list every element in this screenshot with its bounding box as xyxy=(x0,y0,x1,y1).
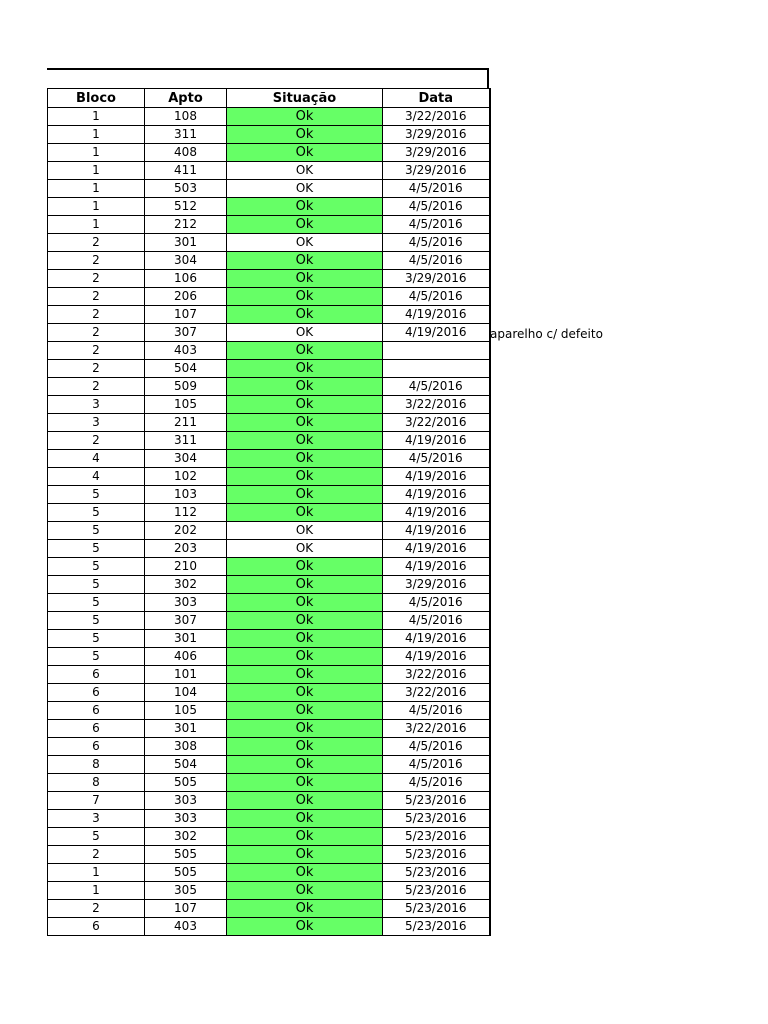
cell-data[interactable]: 3/29/2016 xyxy=(383,270,490,288)
cell-situacao[interactable]: OK xyxy=(227,162,383,180)
cell-apto[interactable]: 112 xyxy=(145,504,227,522)
cell-apto[interactable]: 408 xyxy=(145,144,227,162)
cell-data[interactable]: 5/23/2016 xyxy=(383,810,490,828)
cell-data[interactable]: 4/5/2016 xyxy=(383,288,490,306)
table-row xyxy=(48,540,490,558)
cell-apto[interactable]: 108 xyxy=(145,108,227,126)
cell-apto[interactable]: 305 xyxy=(145,882,227,900)
header-apto[interactable]: Apto xyxy=(145,89,227,108)
table-row xyxy=(48,684,490,702)
cell-bloco[interactable]: 5 xyxy=(48,504,145,522)
cell-data[interactable]: 3/29/2016 xyxy=(383,162,490,180)
cell-data[interactable]: 4/19/2016 xyxy=(383,468,490,486)
cell-data[interactable]: 3/22/2016 xyxy=(383,666,490,684)
cell-bloco[interactable]: 5 xyxy=(48,558,145,576)
cell-data[interactable]: 5/23/2016 xyxy=(383,864,490,882)
table-row xyxy=(48,162,490,180)
table-row xyxy=(48,306,490,324)
cell-apto[interactable]: 105 xyxy=(145,702,227,720)
table-row xyxy=(48,396,490,414)
cell-data[interactable]: 5/23/2016 xyxy=(383,918,490,936)
cell-apto[interactable]: 104 xyxy=(145,684,227,702)
cell-data[interactable]: 5/23/2016 xyxy=(383,882,490,900)
cell-situacao[interactable]: Ok xyxy=(227,558,383,576)
cell-apto[interactable]: 107 xyxy=(145,306,227,324)
cell-bloco[interactable]: 1 xyxy=(48,216,145,234)
cell-data[interactable]: 4/19/2016 xyxy=(383,486,490,504)
table-row xyxy=(48,144,490,162)
cell-situacao[interactable]: Ok xyxy=(227,144,383,162)
header-data[interactable]: Data xyxy=(383,89,490,108)
cell-situacao[interactable]: Ok xyxy=(227,468,383,486)
table-row xyxy=(48,882,490,900)
cell-situacao[interactable]: Ok xyxy=(227,216,383,234)
cell-data[interactable]: 4/19/2016 xyxy=(383,324,490,342)
cell-situacao[interactable]: Ok xyxy=(227,486,383,504)
cell-apto[interactable]: 302 xyxy=(145,576,227,594)
cell-situacao[interactable]: Ok xyxy=(227,756,383,774)
cell-situacao[interactable]: Ok xyxy=(227,360,383,378)
cell-data[interactable]: 4/5/2016 xyxy=(383,594,490,612)
table-row xyxy=(48,522,490,540)
table-row xyxy=(48,288,490,306)
cell-situacao[interactable]: Ok xyxy=(227,306,383,324)
cell-apto[interactable]: 301 xyxy=(145,720,227,738)
cell-data[interactable]: 3/22/2016 xyxy=(383,684,490,702)
cell-bloco[interactable]: 4 xyxy=(48,468,145,486)
cell-situacao[interactable]: Ok xyxy=(227,648,383,666)
cell-data[interactable]: 3/22/2016 xyxy=(383,396,490,414)
header-situacao[interactable]: Situação xyxy=(227,89,383,108)
cell-apto[interactable]: 202 xyxy=(145,522,227,540)
table-row xyxy=(48,270,490,288)
cell-situacao[interactable]: Ok xyxy=(227,738,383,756)
cell-apto[interactable]: 212 xyxy=(145,216,227,234)
cell-bloco[interactable]: 2 xyxy=(48,378,145,396)
header-row xyxy=(48,89,490,108)
cell-bloco[interactable]: 1 xyxy=(48,162,145,180)
table-row xyxy=(48,234,490,252)
cell-bloco[interactable]: 4 xyxy=(48,450,145,468)
cell-bloco[interactable]: 2 xyxy=(48,324,145,342)
cell-bloco[interactable]: 5 xyxy=(48,576,145,594)
cell-bloco[interactable]: 2 xyxy=(48,306,145,324)
cell-situacao[interactable]: Ok xyxy=(227,198,383,216)
cell-data[interactable]: 4/5/2016 xyxy=(383,738,490,756)
cell-bloco[interactable]: 5 xyxy=(48,630,145,648)
cell-situacao[interactable]: Ok xyxy=(227,792,383,810)
cell-data[interactable]: 4/5/2016 xyxy=(383,612,490,630)
cell-apto[interactable]: 403 xyxy=(145,342,227,360)
table-row xyxy=(48,468,490,486)
cell-situacao[interactable]: Ok xyxy=(227,576,383,594)
cell-data[interactable]: 4/19/2016 xyxy=(383,306,490,324)
cell-apto[interactable]: 302 xyxy=(145,828,227,846)
table-row xyxy=(48,504,490,522)
cell-data[interactable]: 4/5/2016 xyxy=(383,180,490,198)
cell-apto[interactable]: 512 xyxy=(145,198,227,216)
cell-data[interactable]: 4/5/2016 xyxy=(383,702,490,720)
cell-apto[interactable]: 101 xyxy=(145,666,227,684)
cell-situacao[interactable]: Ok xyxy=(227,918,383,936)
cell-bloco[interactable]: 5 xyxy=(48,828,145,846)
cell-apto[interactable]: 303 xyxy=(145,594,227,612)
cell-apto[interactable]: 307 xyxy=(145,612,227,630)
cell-situacao[interactable]: Ok xyxy=(227,702,383,720)
table-row xyxy=(48,666,490,684)
cell-bloco[interactable]: 5 xyxy=(48,486,145,504)
cell-apto[interactable]: 311 xyxy=(145,432,227,450)
cell-bloco[interactable]: 3 xyxy=(48,396,145,414)
cell-apto[interactable]: 308 xyxy=(145,738,227,756)
table-row xyxy=(48,450,490,468)
cell-apto[interactable]: 505 xyxy=(145,846,227,864)
cell-situacao[interactable]: Ok xyxy=(227,828,383,846)
cell-data[interactable]: 5/23/2016 xyxy=(383,828,490,846)
cell-bloco[interactable]: 1 xyxy=(48,198,145,216)
cell-apto[interactable]: 303 xyxy=(145,810,227,828)
cell-apto[interactable]: 505 xyxy=(145,774,227,792)
cell-situacao[interactable]: Ok xyxy=(227,504,383,522)
cell-data[interactable]: 3/29/2016 xyxy=(383,144,490,162)
top-border-line xyxy=(47,68,489,70)
cell-data[interactable]: 4/19/2016 xyxy=(383,432,490,450)
table-row xyxy=(48,558,490,576)
cell-bloco[interactable]: 3 xyxy=(48,810,145,828)
cell-bloco[interactable]: 5 xyxy=(48,540,145,558)
table-row xyxy=(48,576,490,594)
cell-bloco[interactable]: 2 xyxy=(48,270,145,288)
cell-situacao[interactable]: OK xyxy=(227,522,383,540)
cell-data[interactable]: 3/29/2016 xyxy=(383,126,490,144)
table-row xyxy=(48,900,490,918)
cell-data[interactable]: 4/5/2016 xyxy=(383,756,490,774)
cell-situacao[interactable]: Ok xyxy=(227,432,383,450)
cell-situacao[interactable]: OK xyxy=(227,180,383,198)
cell-apto[interactable]: 304 xyxy=(145,252,227,270)
cell-bloco[interactable]: 8 xyxy=(48,756,145,774)
cell-situacao[interactable]: Ok xyxy=(227,612,383,630)
cell-bloco[interactable]: 5 xyxy=(48,594,145,612)
table-row xyxy=(48,432,490,450)
table-row xyxy=(48,594,490,612)
cell-situacao[interactable]: Ok xyxy=(227,594,383,612)
cell-situacao[interactable]: OK xyxy=(227,324,383,342)
cell-data[interactable] xyxy=(383,342,490,360)
cell-bloco[interactable]: 8 xyxy=(48,774,145,792)
cell-apto[interactable]: 411 xyxy=(145,162,227,180)
cell-apto[interactable]: 103 xyxy=(145,486,227,504)
cell-apto[interactable]: 301 xyxy=(145,234,227,252)
cell-data[interactable]: 4/5/2016 xyxy=(383,252,490,270)
cell-bloco[interactable]: 2 xyxy=(48,432,145,450)
cell-data[interactable]: 4/5/2016 xyxy=(383,450,490,468)
cell-apto[interactable]: 107 xyxy=(145,900,227,918)
table-row xyxy=(48,774,490,792)
right-border-line xyxy=(487,68,489,89)
table-row xyxy=(48,108,490,126)
table-row xyxy=(48,648,490,666)
cell-situacao[interactable]: Ok xyxy=(227,378,383,396)
cell-situacao[interactable]: OK xyxy=(227,234,383,252)
cell-situacao[interactable]: Ok xyxy=(227,450,383,468)
cell-bloco[interactable]: 1 xyxy=(48,144,145,162)
cell-bloco[interactable]: 5 xyxy=(48,522,145,540)
cell-situacao[interactable]: Ok xyxy=(227,684,383,702)
cell-data[interactable]: 4/19/2016 xyxy=(383,504,490,522)
header-bloco[interactable]: Bloco xyxy=(48,89,145,108)
table-row xyxy=(48,612,490,630)
cell-situacao[interactable]: OK xyxy=(227,540,383,558)
cell-apto[interactable]: 304 xyxy=(145,450,227,468)
cell-apto[interactable]: 311 xyxy=(145,126,227,144)
cell-situacao[interactable]: Ok xyxy=(227,666,383,684)
cell-bloco[interactable]: 1 xyxy=(48,180,145,198)
table-row xyxy=(48,216,490,234)
table-row xyxy=(48,324,490,342)
cell-situacao[interactable]: Ok xyxy=(227,864,383,882)
cell-data[interactable]: 4/5/2016 xyxy=(383,234,490,252)
cell-apto[interactable]: 307 xyxy=(145,324,227,342)
table-row xyxy=(48,198,490,216)
table-row xyxy=(48,360,490,378)
cell-situacao[interactable]: Ok xyxy=(227,252,383,270)
cell-data[interactable]: 4/19/2016 xyxy=(383,522,490,540)
table-row xyxy=(48,702,490,720)
table-row xyxy=(48,486,490,504)
cell-data[interactable]: 4/5/2016 xyxy=(383,774,490,792)
row-note[interactable]: aparelho c/ defeito xyxy=(490,327,603,342)
cell-bloco[interactable]: 2 xyxy=(48,342,145,360)
table-row xyxy=(48,180,490,198)
cell-bloco[interactable]: 1 xyxy=(48,108,145,126)
cell-situacao[interactable]: Ok xyxy=(227,774,383,792)
cell-apto[interactable]: 203 xyxy=(145,540,227,558)
cell-situacao[interactable]: Ok xyxy=(227,882,383,900)
cell-apto[interactable]: 504 xyxy=(145,360,227,378)
cell-data[interactable]: 3/22/2016 xyxy=(383,414,490,432)
cell-apto[interactable]: 210 xyxy=(145,558,227,576)
cell-situacao[interactable]: Ok xyxy=(227,270,383,288)
table-row xyxy=(48,720,490,738)
table-row xyxy=(48,414,490,432)
cell-data[interactable]: 5/23/2016 xyxy=(383,846,490,864)
cell-bloco[interactable]: 2 xyxy=(48,288,145,306)
cell-situacao[interactable]: Ok xyxy=(227,810,383,828)
table-row xyxy=(48,738,490,756)
cell-bloco[interactable]: 2 xyxy=(48,900,145,918)
cell-bloco[interactable]: 6 xyxy=(48,918,145,936)
cell-bloco[interactable]: 6 xyxy=(48,684,145,702)
cell-data[interactable]: 4/5/2016 xyxy=(383,216,490,234)
cell-situacao[interactable]: Ok xyxy=(227,396,383,414)
cell-bloco[interactable]: 5 xyxy=(48,612,145,630)
cell-data[interactable]: 4/5/2016 xyxy=(383,378,490,396)
cell-data[interactable]: 3/29/2016 xyxy=(383,576,490,594)
cell-situacao[interactable]: Ok xyxy=(227,630,383,648)
cell-bloco[interactable]: 6 xyxy=(48,738,145,756)
cell-bloco[interactable]: 6 xyxy=(48,702,145,720)
cell-bloco[interactable]: 2 xyxy=(48,234,145,252)
cell-data[interactable]: 5/23/2016 xyxy=(383,900,490,918)
cell-bloco[interactable]: 5 xyxy=(48,648,145,666)
table-row xyxy=(48,252,490,270)
cell-situacao[interactable]: Ok xyxy=(227,900,383,918)
cell-apto[interactable]: 403 xyxy=(145,918,227,936)
table-row xyxy=(48,810,490,828)
cell-situacao[interactable]: Ok xyxy=(227,126,383,144)
table-row xyxy=(48,126,490,144)
cell-apto[interactable]: 206 xyxy=(145,288,227,306)
table-row xyxy=(48,378,490,396)
cell-apto[interactable]: 105 xyxy=(145,396,227,414)
cell-bloco[interactable]: 1 xyxy=(48,882,145,900)
cell-data[interactable]: 3/22/2016 xyxy=(383,720,490,738)
table-row xyxy=(48,630,490,648)
cell-data[interactable]: 5/23/2016 xyxy=(383,792,490,810)
cell-bloco[interactable]: 6 xyxy=(48,720,145,738)
cell-apto[interactable]: 303 xyxy=(145,792,227,810)
cell-bloco[interactable]: 1 xyxy=(48,126,145,144)
cell-bloco[interactable]: 2 xyxy=(48,846,145,864)
inspection-table xyxy=(47,88,491,936)
table-row xyxy=(48,864,490,882)
cell-situacao[interactable]: Ok xyxy=(227,342,383,360)
cell-bloco[interactable]: 3 xyxy=(48,414,145,432)
cell-apto[interactable]: 509 xyxy=(145,378,227,396)
cell-bloco[interactable]: 7 xyxy=(48,792,145,810)
table-row xyxy=(48,342,490,360)
cell-data[interactable]: 4/19/2016 xyxy=(383,540,490,558)
cell-apto[interactable]: 211 xyxy=(145,414,227,432)
cell-apto[interactable]: 301 xyxy=(145,630,227,648)
cell-apto[interactable]: 505 xyxy=(145,864,227,882)
cell-apto[interactable]: 406 xyxy=(145,648,227,666)
cell-bloco[interactable]: 2 xyxy=(48,360,145,378)
table-row xyxy=(48,756,490,774)
cell-situacao[interactable]: Ok xyxy=(227,288,383,306)
table-row xyxy=(48,828,490,846)
cell-bloco[interactable]: 6 xyxy=(48,666,145,684)
table-row xyxy=(48,792,490,810)
cell-data[interactable]: 4/5/2016 xyxy=(383,198,490,216)
cell-situacao[interactable]: Ok xyxy=(227,414,383,432)
cell-bloco[interactable]: 2 xyxy=(48,252,145,270)
cell-situacao[interactable]: Ok xyxy=(227,108,383,126)
cell-apto[interactable]: 503 xyxy=(145,180,227,198)
cell-data[interactable]: 4/19/2016 xyxy=(383,630,490,648)
table-row xyxy=(48,846,490,864)
cell-data[interactable] xyxy=(383,360,490,378)
table-row xyxy=(48,918,490,936)
cell-situacao[interactable]: Ok xyxy=(227,846,383,864)
table-body xyxy=(48,108,490,936)
cell-data[interactable]: 3/22/2016 xyxy=(383,108,490,126)
cell-apto[interactable]: 106 xyxy=(145,270,227,288)
cell-situacao[interactable]: Ok xyxy=(227,720,383,738)
cell-data[interactable]: 4/19/2016 xyxy=(383,558,490,576)
cell-apto[interactable]: 504 xyxy=(145,756,227,774)
cell-apto[interactable]: 102 xyxy=(145,468,227,486)
cell-bloco[interactable]: 1 xyxy=(48,864,145,882)
cell-data[interactable]: 4/19/2016 xyxy=(383,648,490,666)
